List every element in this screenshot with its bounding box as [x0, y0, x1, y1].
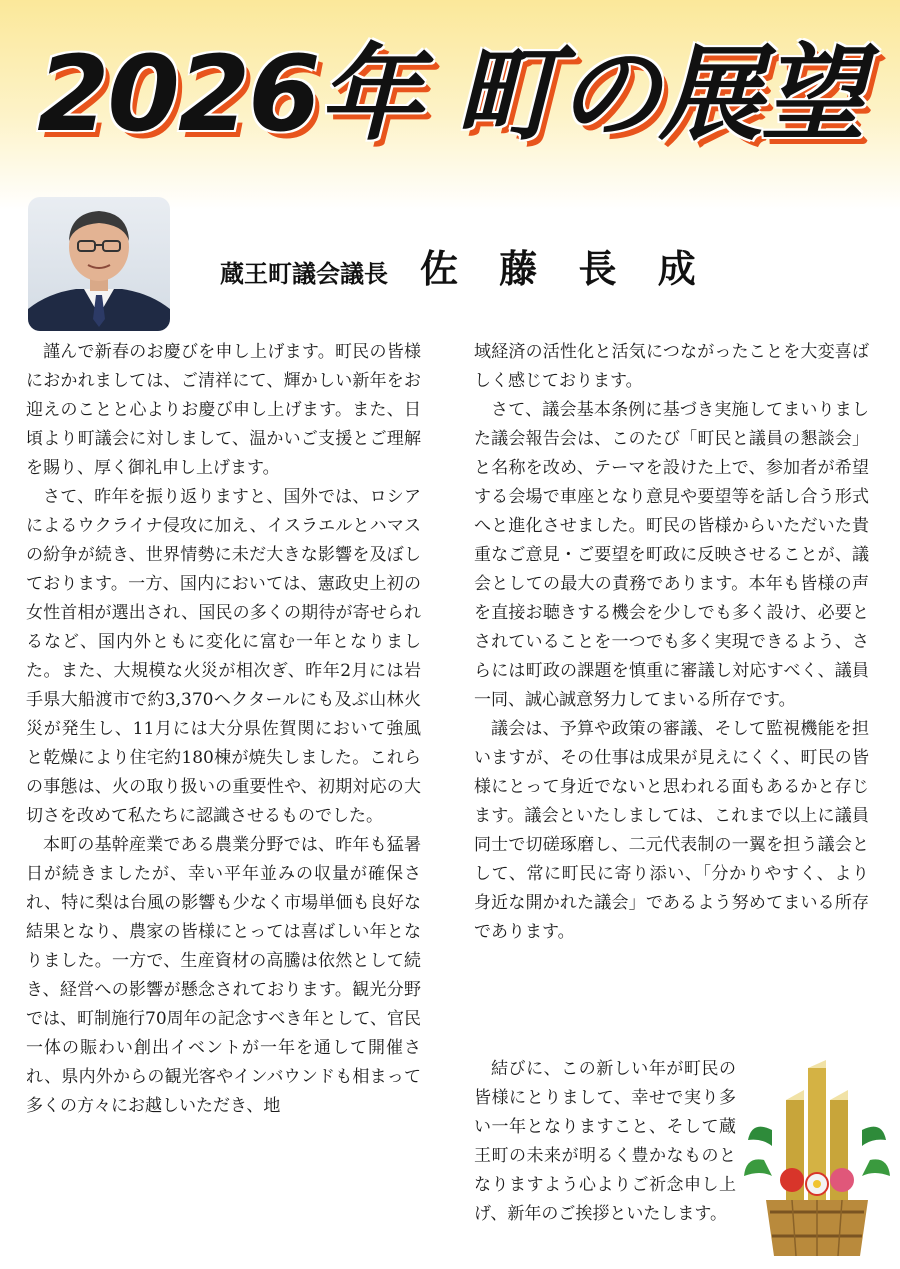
author-portrait: [28, 197, 170, 331]
paragraph: 議会は、予算や政策の審議、そして監視機能を担いますが、その仕事は成果が見えにくく、町民の皆様にとって身近でないと思われる面もあるかと存じます。議会といたしましては、これまで以上に議員同士で切磋琢磨し、二元代表制の一翼を担う議会として、常に町民に寄り添い、「分かりやすく、より身近な開かれた議会」であるよう努めてまいる所存であります。: [474, 719, 869, 942]
paragraph: 謹んで新春のお慶びを申し上げます。町民の皆様におかれましては、ご清祥にて、輝かしい新年をお迎えのことと心よりお慶び申し上げます。また、日頃より町議会に対しまして、温かいご支援とご理解を賜り、厚く御礼申し上げます。: [26, 342, 421, 478]
author-byline: [220, 238, 710, 298]
article-column-right: [474, 338, 869, 947]
paragraph: 域経済の活性化と活気につながったことを大変喜ばしく感じております。: [474, 342, 869, 391]
closing-paragraph-block: [474, 1055, 736, 1229]
page-title: 2026年 町の展望: [37, 33, 863, 155]
author-name: 佐 藤 長 成: [420, 246, 710, 291]
paragraph: さて、昨年を振り返りますと、国外では、ロシアによるウクライナ侵攻に加え、イスラエルとハマスの紛争が続き、世界情勢に未だ大きな影響を及ぼしております。一方、国内においては、憲政史上初の女性首相が選出され、国民の多くの期待が寄せられるなど、国内外ともに変化に富む一年となりました。また、大規模な火災が相次ぎ、昨年2月には岩手県大船渡市で約3,370ヘクタールにも及ぶ山林火災が発生し、11月には大分県佐賀関において強風と乾燥により住宅約180棟が焼失しました。これらの事態は、火の取り扱いの重要性や、初期対応の大切さを改めて私たちに認識させるものでした。: [26, 487, 421, 826]
paragraph: さて、議会基本条例に基づき実施してまいりました議会報告会は、このたび「町民と議員の懇談会」と名称を改め、テーマを設けた上で、参加者が希望する会場で車座となり意見や要望等を話し合う形式へと進化させました。町民の皆様からいただいた貴重なご意見・ご要望を町政に反映させることが、議会としての最大の責務であります。本年も皆様の声を直接お聴きする機会を少しでも多く設け、必要とされていることを一つでも多く実現できるよう、さらには町政の課題を慎重に審議し対応すべく、議員一同、誠心誠意努力してまいる所存です。: [474, 400, 869, 710]
paragraph: 結びに、この新しい年が町民の皆様にとりまして、幸せで実り多い一年となりますこと、そして蔵王町の未来が明るく豊かなものとなりますよう心よりご祈念申し上げ、新年のご挨拶といたします。: [474, 1059, 736, 1224]
author-role: 蔵王町議会議長: [220, 260, 388, 288]
paragraph: 本町の基幹産業である農業分野では、昨年も猛暑日が続きましたが、幸い平年並みの収量が確保され、特に梨は台風の影響も少なく市場単価も良好な結果となり、農家の皆様にとっては喜ばしい年となりました。一方で、生産資材の高騰は依然として続き、経営への影響が懸念されております。観光分野では、町制施行70周年の記念すべき年として、官民一体の賑わい創出イベントが一年を通して開催され、県内外からの観光客やインバウンドも相まって多くの方々にお越しいただき、地: [26, 835, 421, 1116]
kadomatsu-illustration: [742, 1060, 892, 1260]
article-column-left: [26, 338, 421, 1121]
